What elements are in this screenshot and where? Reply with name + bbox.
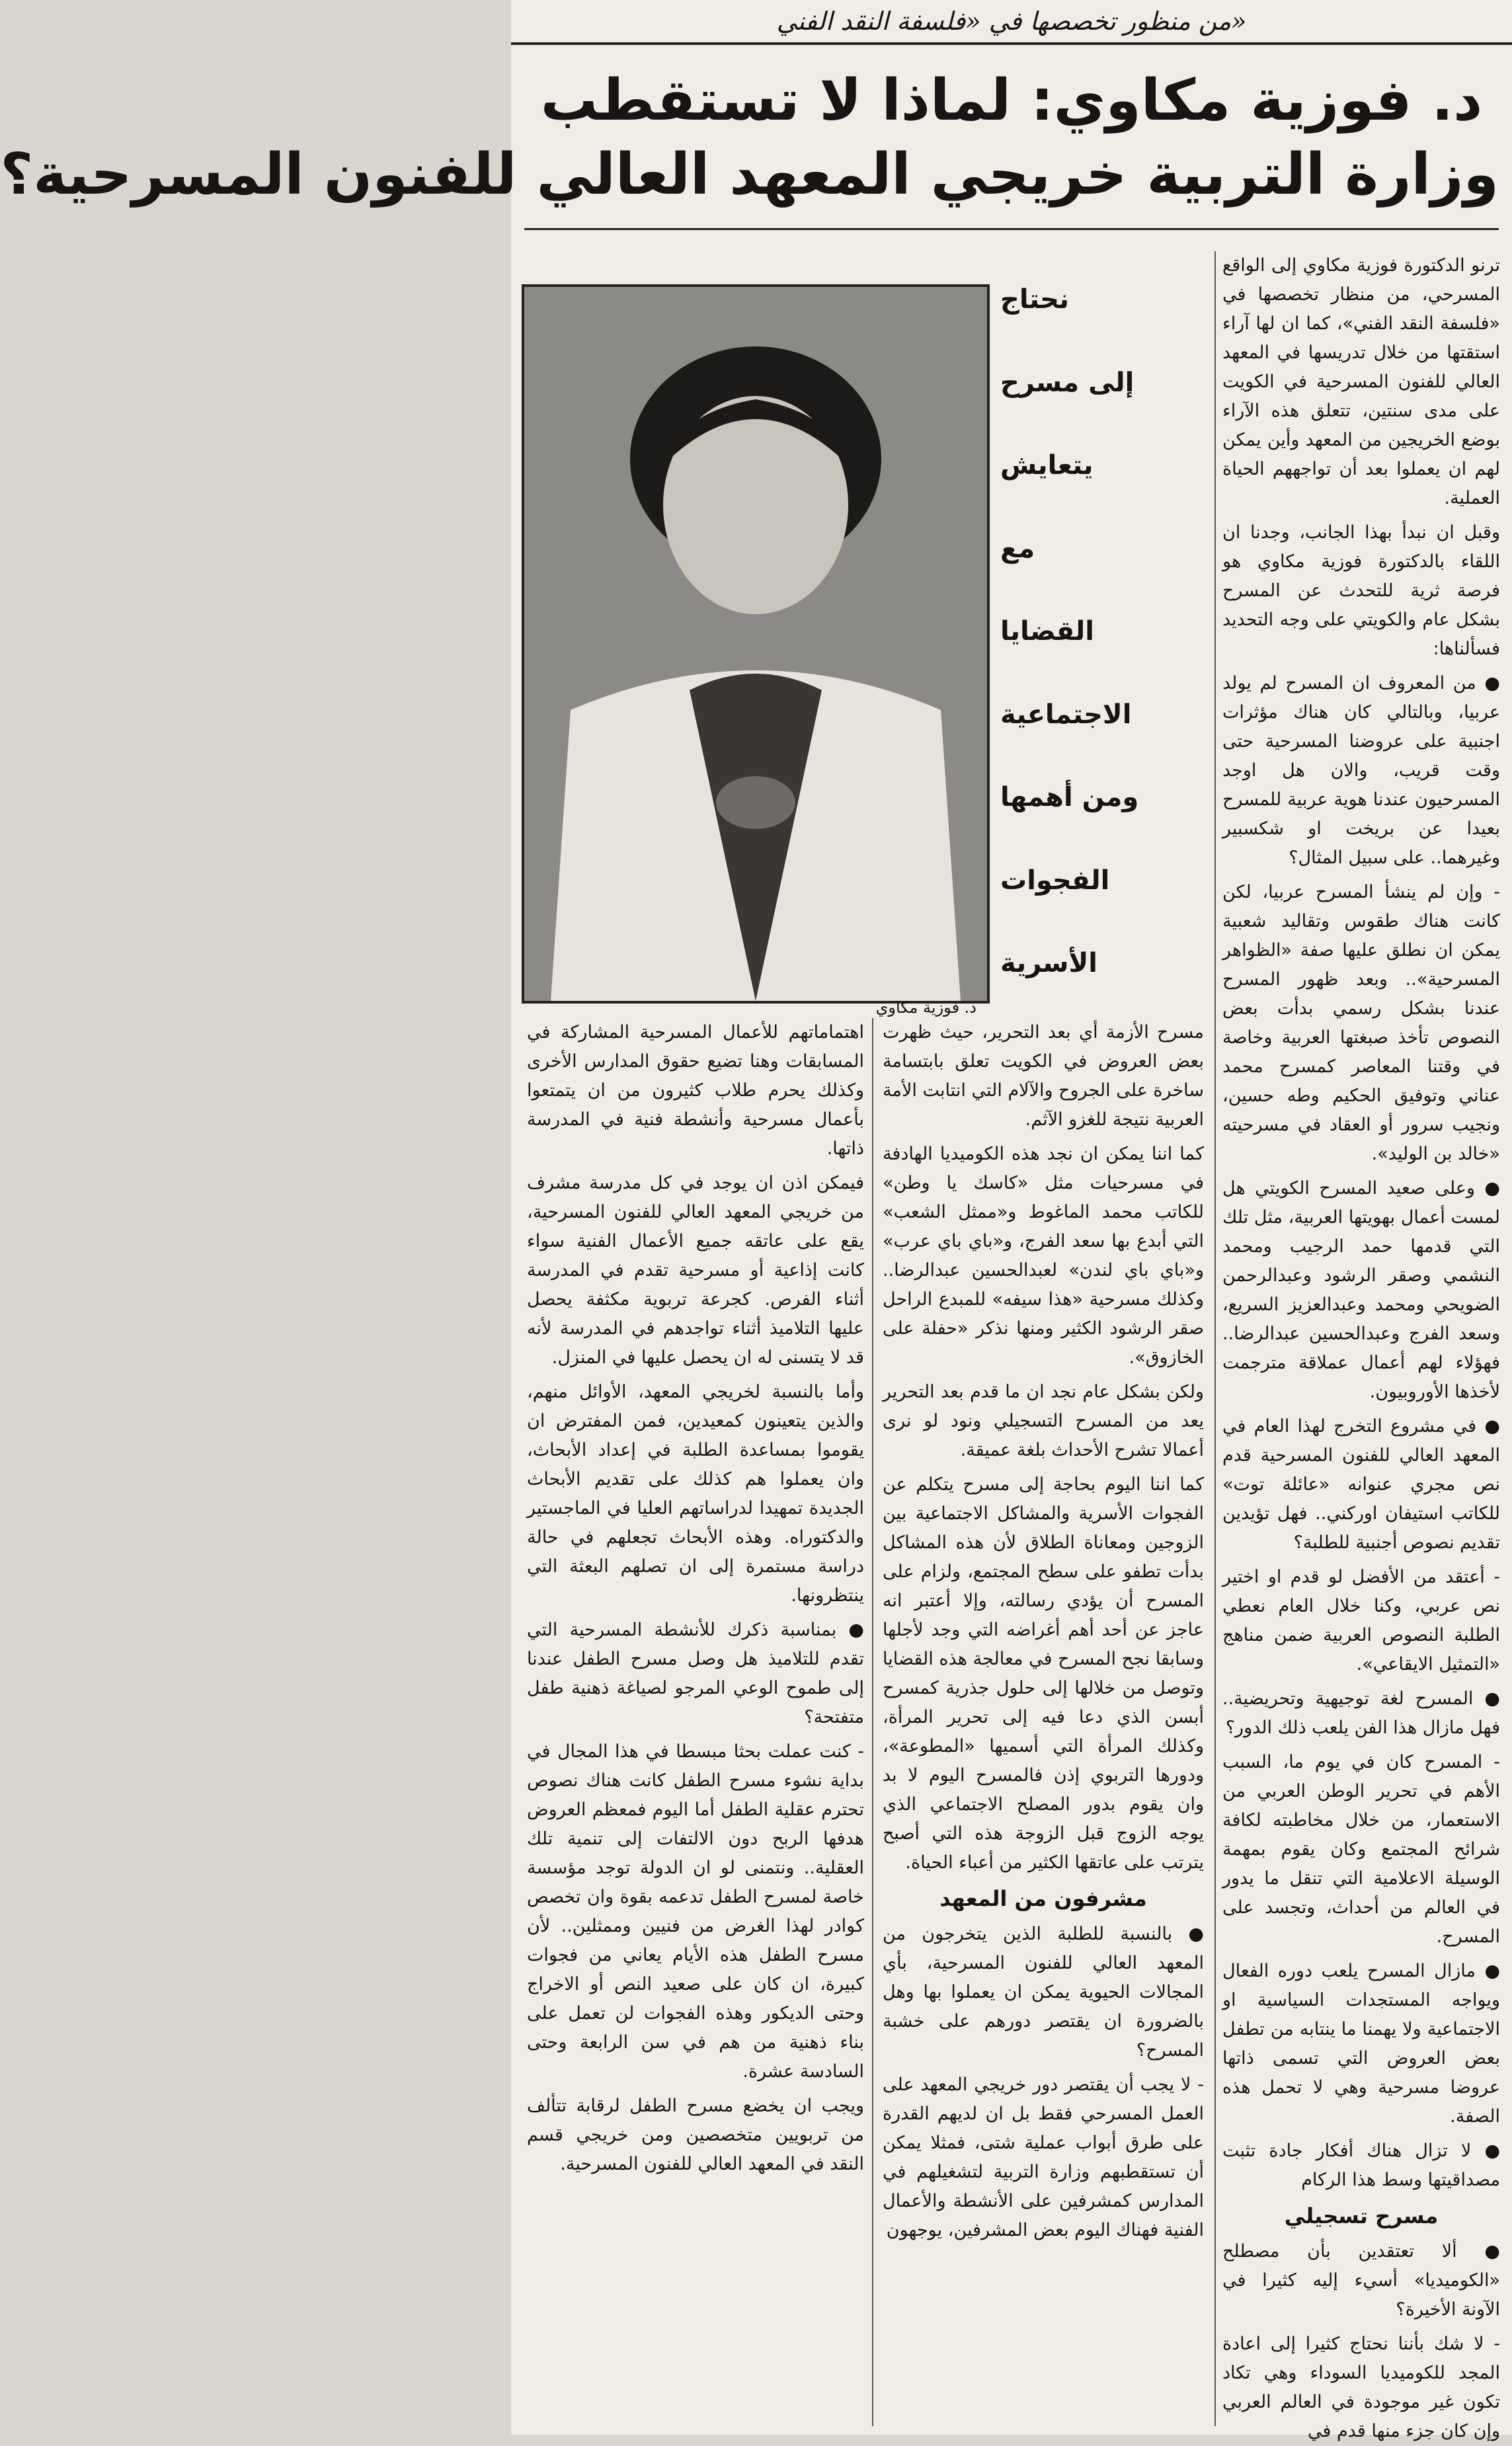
paragraph: ● مازال المسرح يلعب دوره الفعال ويواجه المستجدات السياسية او الاجتماعية ولا يهمنا ما ينتابه من تطفل بعض العروض التي تسمى ذاتها عروضا مسرحية وهي لا تحمل هذه الصفة. bbox=[1222, 1961, 1500, 2127]
paragraph: - كنت عملت بحثا مبسطا في هذا المجال في بداية نشوء مسرح الطفل كانت هناك نصوص تحترم عقلية الطفل أما اليوم فمعظم العروض هدفها الربح دون الالتفات إلى تنمية تلك العقلية.. ونتمنى لو ان الدولة توجد مؤسسة خاصة لمسرح الطفل تدعمه بقوة وان تخصص كوادر لهذا الغرض من فنيين وممثلين.. لأن مسرح الطفل هذه الأيام يعاني من فجوات كبيرة، ان كان على صعيد النص أو الاخراج وحتى الديكور وهذه الفجوات لن تعمل على بناء ذهنية من هم في سن الرابعة وحتى السادسة عشرة. bbox=[527, 1741, 864, 2082]
paragraph: ● في مشروع التخرج لهذا العام في المعهد العالي للفنون المسرحية قدم نص مجري عنوانه «عائلة توت» للكاتب استيفان اوركني.. فهل تؤيدين تقديم نصوص أجنبية للطلبة؟ bbox=[1222, 1416, 1500, 1553]
paragraph: فيمكن اذن ان يوجد في كل مدرسة مشرف من خريجي المعهد العالي للفنون المسرحية، يقع على عاتقه جميع الأعمال الفنية سواء كانت إذاعية أو مسرحية تقدم في المدرسة أثناء الفرص. كجرعة تربوية مكثفة يحصل عليها التلاميذ أثناء تواجدهم في المدرسة لأنه قد لا يتسنى له ان يحصل عليها في المنزل. bbox=[527, 1173, 864, 1368]
article-column-2 bbox=[883, 1018, 1204, 2426]
paragraph: - لا يجب أن يقتصر دور خريجي المعهد على العمل المسرحي فقط بل ان لديهم القدرة على طرق أبواب عملية شتى، فمثلا يمكن أن تستقطبهم وزارة التربية لتشغيلهم في المدارس كمشرفين على الأنشطة والأعمال الفنية فهناك اليوم بعض المشرفين، يوجهون bbox=[883, 2074, 1204, 2240]
paragraph: مسرح الأزمة أي بعد التحرير، حيث ظهرت بعض العروض في الكويت تعلق بابتسامة ساخرة على الجروح والآلام التي انتابت الأمة العربية نتيجة للغزو الآثم. bbox=[883, 1022, 1204, 1130]
pull-quote-line: يتعايش bbox=[1000, 450, 1094, 481]
pull-quote-line: نحتاج bbox=[1000, 284, 1070, 315]
headline bbox=[0, 63, 1499, 212]
strapline bbox=[511, 0, 1512, 45]
pull-quote-line: الاجتماعية bbox=[1000, 699, 1132, 730]
subheading: مسرح تسجيلي bbox=[1284, 2203, 1439, 2229]
paragraph: وأما بالنسبة لخريجي المعهد، الأوائل منهم، والذين يتعينون كمعيدين، فمن المفترض ان يقوموا بمساعدة الطلبة في إعداد الأبحاث، وان يعملوا هم كذلك على تقديم الأبحاث الجديدة تمهيدا لدراساتهم العليا في الماجستير والدكتوراه. وهذه الأبحاث تجعلهم في حالة دراسة مستمرة إلى ان تصلهم البعثة التي ينتظرونها. bbox=[527, 1382, 864, 1606]
paragraph: كما اننا يمكن ان نجد هذه الكوميديا الهادفة في مسرحيات مثل «كاسك يا وطن» للكاتب محمد الماغوط و«ممثل الشعب» التي أبدع بها سعد الفرج، و«باي باي عرب» و«باي باي لندن» لعبدالحسين عبدالرضا.. وكذلك مسرحية «هذا سيفه» للمبدع الراحل صقر الرشود الكثير ومنها نذكر «حفلة على الخازوق». bbox=[883, 1144, 1204, 1368]
paragraph: ترنو الدكتورة فوزية مكاوي إلى الواقع المسرحي، من منظار تخصصها في «فلسفة النقد الفني»، كما ان لها آراء استقتها من خلال تدريسها في المعهد العالي للفنون المسرحية في الكويت على مدى سنتين، تتعلق هذه الآراء بوضع الخريجين من المعهد وأين يمكن لهم ان يعملوا بعد أن تواجههم الحياة العملية. bbox=[1222, 255, 1500, 508]
strapline-text: «من منظور تخصصها في «فلسفة النقد الفني bbox=[776, 7, 1247, 36]
paragraph: ● بالنسبة للطلبة الذين يتخرجون من المعهد العالي للفنون المسرحية، بأي المجالات الحيوية يمكن ان يعملوا بها وهل بالضرورة ان يقتصر دورهم على خشبة المسرح؟ bbox=[883, 1924, 1204, 2061]
article-column-3 bbox=[527, 1018, 864, 2426]
pull-quote bbox=[1000, 284, 1199, 978]
paragraph: ويجب ان يخضع مسرح الطفل لرقابة تتألف من تربويين متخصصين ومن خريجي قسم النقد في المعهد العالي للفنون المسرحية. bbox=[527, 2096, 864, 2174]
headline-line-2: وزارة التربية خريجي المعهد العالي للفنون المسرحية؟ bbox=[0, 141, 1499, 208]
pull-quote-line: مع bbox=[1000, 533, 1035, 564]
paragraph: - المسرح كان في يوم ما، السبب الأهم في تحرير الوطن العربي من الاستعمار، من خلال مخاطبته لكافة شرائح المجتمع وكان يقوم بمهمة الوسيلة الاعلامية التي تنقل ما يدور في العالم من أحداث، وتجسد على المسرح. bbox=[1222, 1752, 1500, 1947]
paragraph: وقبل ان نبدأ بهذا الجانب، وجدنا ان اللقاء بالدكتورة فوزية مكاوي هو فرصة ثرية للتحدث عن المسرح بشكل عام والكويتي على وجه التحديد فسألناها: bbox=[1222, 522, 1500, 659]
paragraph: ● وعلى صعيد المسرح الكويتي هل لمست أعمال بهويتها العربية، مثل تلك التي قدمها حمد الرجيب ومحمد النشمي وصقر الرشود وعبدالرحمن الضويحي ومحمد وعبدالعزيز السريع، وسعد الفرج وعبدالحسين عبدالرضا.. فهؤلاء لهم أعمال عملاقة مترجمت لأخذها الأوروبيون. bbox=[1222, 1178, 1500, 1402]
column-divider bbox=[872, 1018, 873, 2426]
column-divider bbox=[1214, 251, 1216, 2426]
paragraph: ● المسرح لغة توجيهية وتحريضية.. فهل مازال هذا الفن يلعب ذلك الدور؟ bbox=[1222, 1688, 1500, 1738]
headline-rule bbox=[524, 228, 1499, 230]
paragraph: ● بمناسبة ذكرك للأنشطة المسرحية التي تقدم للتلاميذ هل وصل مسرح الطفل عندنا إلى طموح الوعي المرجو لصياغة ذهنية طفل متفتحة؟ bbox=[527, 1620, 864, 1727]
pull-quote-line: ومن أهمها bbox=[1000, 782, 1139, 812]
headline-line-1: د. فوزية مكاوي: لماذا لا تستقطب bbox=[540, 67, 1483, 134]
pull-quote-line: الفجوات bbox=[1000, 865, 1110, 896]
pull-quote-line: الأسرية bbox=[1000, 948, 1097, 978]
paragraph: ● لا تزال هناك أفكار جادة تثبت مصداقيتها وسط هذا الركام bbox=[1222, 2141, 1500, 2190]
portrait-illustration bbox=[524, 287, 987, 1001]
paragraph: ● ألا تعتقدين بأن مصطلح «الكوميديا» أسيء إليه كثيرا في الآونة الأخيرة؟ bbox=[1222, 2241, 1500, 2320]
photo-caption: د. فوزية مكاوي bbox=[875, 998, 976, 1017]
subheading: مشرفون من المعهد bbox=[939, 1886, 1147, 1911]
paragraph: - أعتقد من الأفضل لو قدم او اختير نص عربي، وكنا خلال العام نعطي الطلبة النصوص العربية ضمن مناهج «التمثيل الايقاعي». bbox=[1222, 1567, 1500, 1675]
paragraph: ● من المعروف ان المسرح لم يولد عربيا، وبالتالي كان هناك مؤثرات اجنبية على عروضنا المسرحية حتى وقت قريب، والان هل اوجد المسرحيون عندنا هوية عربية للمسرح بعيدا عن بريخت او شكسبير وغيرهما.. على سبيل المثال؟ bbox=[1222, 673, 1500, 868]
paragraph: ولكن بشكل عام نجد ان ما قدم بعد التحرير يعد من المسرح التسجيلي ونود لو نرى أعمالا تشرح الأحداث بلغة عميقة. bbox=[883, 1382, 1204, 1460]
paragraph: كما اننا اليوم بحاجة إلى مسرح يتكلم عن الفجوات الأسرية والمشاكل الاجتماعية بين الزوجين ومعاناة الطلاق لأن هذه المشاكل بدأت تطفو على سطح المجتمع، ولزام على المسرح أن يؤدي رسالته، وإلا أعتبر انه عاجز عن أحد أهم أغراضه التي وجد لأجلها وسابقا نجح المسرح في معالجة هذه القضايا وتوصل من خلالها إلى حلول جذرية كمسرح أبسن الذي دعا فيه إلى تحرير المرأة، وكذلك المرأة التي أسميها «المطوعة»، ودورها التربوي إذن فالمسرح اليوم لا بد وان يقوم بدور المصلح الاجتماعي الذي يوجه الزوج قبل الزوجة هذه التي أصبح يترتب على عاتقها الكثير من أعباء الحياة. bbox=[883, 1474, 1204, 1873]
paragraph: - لا شك بأننا نحتاج كثيرا إلى اعادة المجد للكوميديا السوداء وهي تكاد تكون غير موجودة في العالم العربي وإن كان جزء منها قدم في bbox=[1222, 2334, 1500, 2441]
portrait-photo bbox=[522, 284, 990, 1004]
article-column-1 bbox=[1222, 251, 1500, 2441]
paragraph: - وإن لم ينشأ المسرح عربيا، لكن كانت هناك طقوس وتقاليد شعبية يمكن ان نطلق عليها صفة «الظواهر المسرحية».. وبعد ظهور المسرح عندنا بشكل رسمي بدأت بعض النصوص تأخذ صبغتها العربية وخاصة في وقتنا المعاصر كمسرح محمد عناني وتوفيق الحكيم وطه حسين، ونجيب سرور أو العقاد في مسرحيته «خالد بن الوليد». bbox=[1222, 882, 1500, 1164]
paragraph: اهتماماتهم للأعمال المسرحية المشاركة في المسابقات وهنا تضيع حقوق المدارس الأخرى وكذلك يحرم طلاب كثيرون من ان يتمتعوا بأعمال مسرحية وأنشطة فنية في المدرسة ذاتها. bbox=[527, 1022, 864, 1159]
pull-quote-line: القضايا bbox=[1000, 616, 1094, 647]
pull-quote-line: إلى مسرح bbox=[1000, 367, 1134, 398]
